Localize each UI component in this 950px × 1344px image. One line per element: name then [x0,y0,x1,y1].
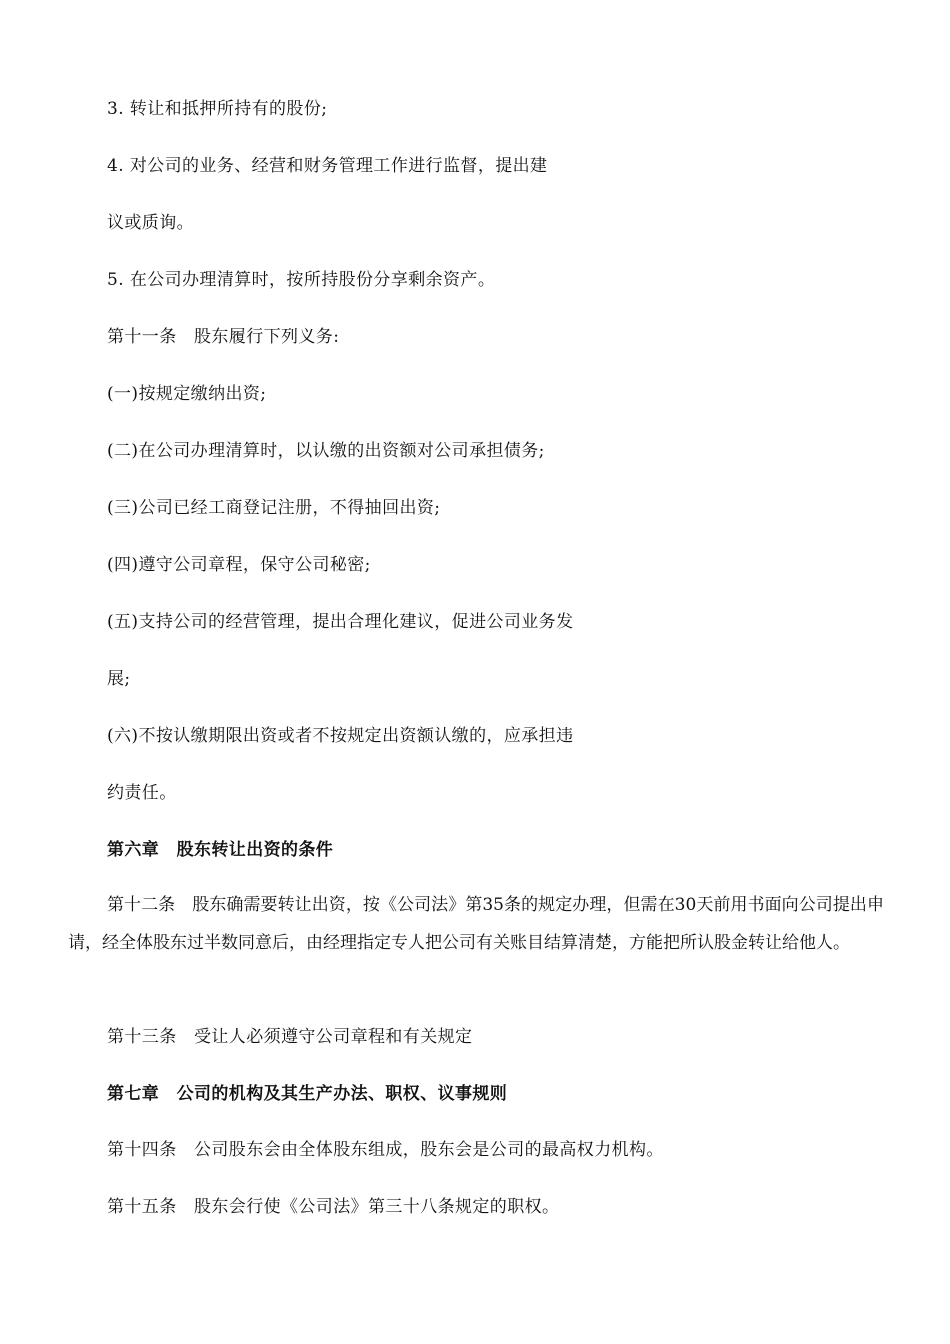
duty-item-6-continuation: 约责任。 [107,783,177,803]
article-12: 第十二条 股东确需要转让出资，按《公司法》第35条的规定办理，但需在30天前用书面向公司提出申请，经全体股东过半数同意后，由经理指定专人把公司有关账目结算清楚，方能把所认股金转让给他人。 [68,895,884,953]
chapter-6-heading: 第六章 股东转让出资的条件 [107,840,334,860]
duty-item-5-continuation: 展; [107,669,131,689]
duty-item-2: (二)在公司办理清算时，以认缴的出资额对公司承担债务; [107,441,545,461]
duty-item-6: (六)不按认缴期限出资或者不按规定出资额认缴的，应承担违 [107,726,574,746]
duty-item-4: (四)遵守公司章程，保守公司秘密; [107,555,371,575]
duty-item-1: (一)按规定缴纳出资; [107,384,267,404]
chapter-7-heading: 第七章 公司的机构及其生产办法、职权、议事规则 [107,1084,508,1104]
right-item-5: 5. 在公司办理清算时，按所持股份分享剩余资产。 [107,270,496,290]
article-15: 第十五条 股东会行使《公司法》第三十八条规定的职权。 [107,1197,560,1217]
right-item-3: 3. 转让和抵押所持有的股份; [107,99,328,119]
article-11: 第十一条 股东履行下列义务: [107,327,340,347]
right-item-4: 4. 对公司的业务、经营和财务管理工作进行监督，提出建 [107,156,548,176]
right-item-4-continuation: 议或质询。 [107,213,194,233]
article-13: 第十三条 受让人必须遵守公司章程和有关规定 [107,1027,473,1047]
duty-item-3: (三)公司已经工商登记注册，不得抽回出资; [107,498,441,518]
duty-item-5: (五)支持公司的经营管理，提出合理化建议，促进公司业务发 [107,612,574,632]
article-14: 第十四条 公司股东会由全体股东组成，股东会是公司的最高权力机构。 [107,1140,664,1160]
